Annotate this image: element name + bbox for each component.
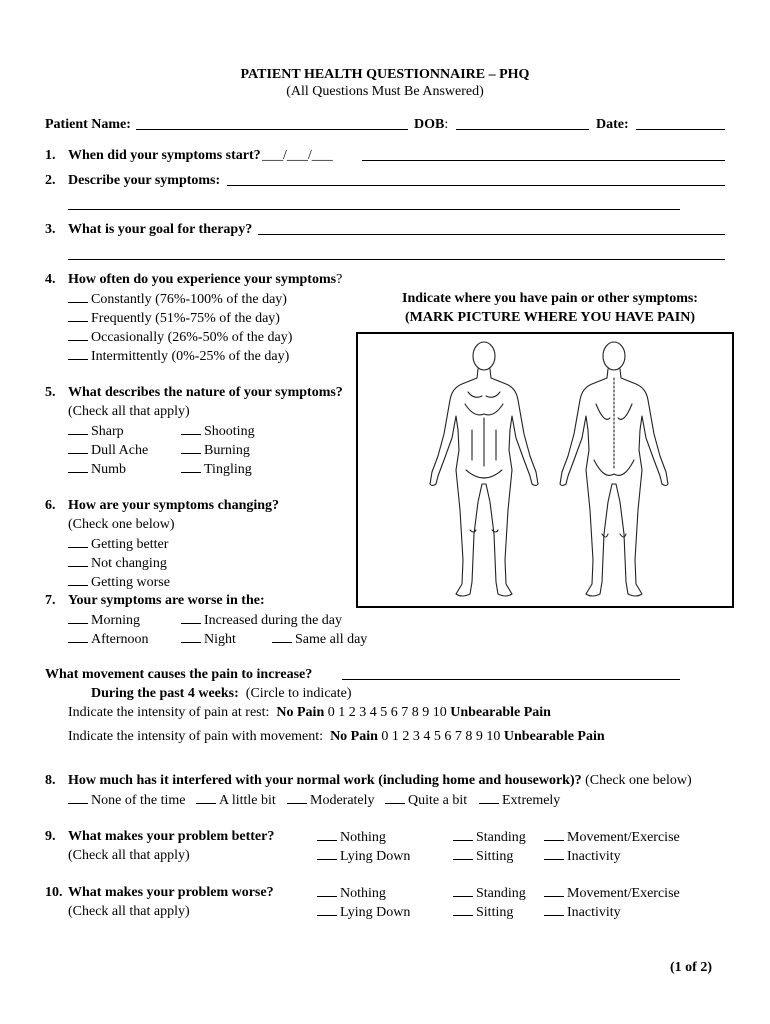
movement-question: What movement causes the pain to increase? — [45, 667, 313, 682]
q5-option-label: Burning — [204, 443, 250, 458]
checkbox-blank[interactable] — [68, 791, 88, 804]
q7-option-increased-during-day[interactable] — [181, 611, 342, 629]
dob-field[interactable] — [456, 129, 589, 130]
q5-number: 5. — [45, 385, 56, 400]
q8-option-label: A little bit — [219, 793, 276, 808]
q9-option-label: Inactivity — [567, 849, 621, 864]
q9-text: What makes your problem better? — [68, 829, 275, 844]
page-number: (1 of 2) — [670, 960, 712, 975]
q1-answer-line[interactable] — [362, 160, 725, 161]
q6-option-label: Getting better — [91, 537, 169, 552]
body-outline-graphic[interactable] — [358, 334, 732, 606]
q8-option-little-bit[interactable] — [196, 791, 276, 809]
q10-option-inactivity[interactable] — [544, 903, 621, 921]
q5-option-sharp[interactable] — [68, 422, 124, 440]
q10-option-sitting[interactable] — [453, 903, 513, 921]
q7-option-afternoon[interactable] — [68, 630, 149, 648]
q3-answer-line-2[interactable] — [68, 259, 725, 260]
checkbox-blank[interactable] — [453, 884, 473, 897]
q5-text: What describes the nature of your symptoms? — [68, 385, 343, 400]
q5-option-label: Numb — [91, 462, 126, 477]
checkbox-blank[interactable] — [181, 460, 201, 473]
q4-option-intermittently[interactable] — [68, 347, 289, 365]
q9-option-inactivity[interactable] — [544, 847, 621, 865]
q10-option-lying-down[interactable] — [317, 903, 410, 921]
movement-answer-line[interactable] — [342, 679, 680, 680]
q5-option-tingling[interactable] — [181, 460, 252, 478]
checkbox-blank[interactable] — [181, 630, 201, 643]
checkbox-blank[interactable] — [68, 611, 88, 624]
pain-scale-rest[interactable]: 0 1 2 3 4 5 6 7 8 9 10 — [327, 705, 447, 720]
checkbox-blank[interactable] — [479, 791, 499, 804]
q7-option-label: Night — [204, 632, 236, 647]
checkbox-blank[interactable] — [385, 791, 405, 804]
q7-option-label: Increased during the day — [204, 613, 342, 628]
page-title: PATIENT HEALTH QUESTIONNAIRE – PHQ — [240, 67, 530, 82]
q3-answer-line-1[interactable] — [258, 234, 725, 235]
q5-option-burning[interactable] — [181, 441, 250, 459]
q7-option-label: Same all day — [295, 632, 368, 647]
q8-option-label: Moderately — [310, 793, 375, 808]
q7-option-label: Morning — [91, 613, 140, 628]
q9-option-standing[interactable] — [453, 828, 526, 846]
q4-option-constantly[interactable] — [68, 290, 287, 308]
q5-option-dull-ache[interactable] — [68, 441, 148, 459]
q7-text: Your symptoms are worse in the: — [68, 593, 265, 608]
checkbox-blank[interactable] — [317, 828, 337, 841]
q8-option-label: None of the time — [91, 793, 186, 808]
checkbox-blank[interactable] — [544, 903, 564, 916]
body-diagram[interactable] — [356, 332, 734, 608]
q6-option-not-changing[interactable] — [68, 554, 167, 572]
checkbox-blank[interactable] — [453, 847, 473, 860]
q2-number: 2. — [45, 173, 56, 188]
q9-option-label: Lying Down — [340, 849, 411, 864]
checkbox-blank[interactable] — [317, 903, 337, 916]
q10-option-label: Sitting — [476, 905, 514, 920]
q4-option-label: Occasionally (26%-50% of the day) — [91, 330, 293, 345]
q4-option-label: Constantly (76%-100% of the day) — [91, 292, 287, 307]
date-label: Date: — [596, 117, 629, 132]
checkbox-blank[interactable] — [317, 847, 337, 860]
q7-option-morning[interactable] — [68, 611, 140, 629]
circle-instruction: (Circle to indicate) — [245, 686, 352, 701]
q4-option-frequently[interactable] — [68, 309, 280, 327]
checkbox-blank[interactable] — [68, 630, 88, 643]
q2-answer-line-2[interactable] — [68, 209, 680, 210]
q1-number: 1. — [45, 148, 56, 163]
q8-option-extremely[interactable] — [479, 791, 560, 809]
q4-number: 4. — [45, 272, 56, 287]
dob-label-text: DOB — [414, 117, 445, 132]
q8-question — [68, 772, 692, 789]
checkbox-blank[interactable] — [196, 791, 216, 804]
q5-option-label: Sharp — [91, 424, 124, 439]
checkbox-blank[interactable] — [287, 791, 307, 804]
checkbox-blank[interactable] — [68, 460, 88, 473]
dob-colon: : — [444, 117, 449, 132]
pain-map-instruction: Indicate where you have pain or other symptoms: — [402, 291, 698, 306]
pain-scale-movement[interactable]: 0 1 2 3 4 5 6 7 8 9 10 — [381, 729, 501, 744]
checkbox-blank[interactable] — [181, 422, 201, 435]
q4-option-occasionally[interactable] — [68, 328, 292, 346]
q5-hint: (Check all that apply) — [68, 404, 190, 419]
dob-label — [414, 116, 448, 133]
pain-at-rest-row — [68, 704, 551, 721]
checkbox-blank[interactable] — [453, 903, 473, 916]
checkbox-blank[interactable] — [181, 441, 201, 454]
q8-option-label: Extremely — [502, 793, 561, 808]
q1-date-blank[interactable]: ___/___/___ — [262, 148, 333, 163]
q6-text: How are your symptoms changing? — [68, 498, 280, 513]
no-pain-label: No Pain — [330, 729, 378, 744]
q5-option-numb[interactable] — [68, 460, 126, 478]
q3-number: 3. — [45, 222, 56, 237]
q4-qmark: ? — [336, 272, 343, 287]
q8-option-quite-a-bit[interactable] — [385, 791, 467, 809]
q4-question — [68, 271, 342, 288]
q5-option-shooting[interactable] — [181, 422, 255, 440]
checkbox-blank[interactable] — [272, 630, 292, 643]
q9-option-lying-down[interactable] — [317, 847, 410, 865]
q5-option-label: Dull Ache — [91, 443, 149, 458]
q8-option-moderately[interactable] — [287, 791, 375, 809]
q2-text: Describe your symptoms: — [68, 173, 221, 188]
checkbox-blank[interactable] — [68, 290, 88, 303]
q1-text: When did your symptoms start? — [68, 148, 261, 163]
q9-option-label: Standing — [476, 830, 526, 845]
q5-option-label: Shooting — [204, 424, 255, 439]
q9-hint: (Check all that apply) — [68, 848, 190, 863]
checkbox-blank[interactable] — [68, 573, 88, 586]
checkbox-blank[interactable] — [68, 328, 88, 341]
past-weeks-label: During the past 4 weeks: — [91, 686, 239, 701]
q8-option-none[interactable] — [68, 791, 185, 809]
q2-answer-line-1[interactable] — [227, 185, 725, 186]
q7-option-label: Afternoon — [91, 632, 149, 647]
q6-hint: (Check one below) — [68, 517, 175, 532]
checkbox-blank[interactable] — [68, 535, 88, 548]
q5-option-label: Tingling — [204, 462, 252, 477]
pain-map-instruction-caps: (MARK PICTURE WHERE YOU HAVE PAIN) — [405, 310, 695, 325]
checkbox-blank[interactable] — [68, 422, 88, 435]
q10-option-movement-exercise[interactable] — [544, 884, 680, 902]
checkbox-blank[interactable] — [68, 554, 88, 567]
checkbox-blank[interactable] — [317, 884, 337, 897]
q7-number: 7. — [45, 593, 56, 608]
q10-option-label: Nothing — [340, 886, 386, 901]
q9-number: 9. — [45, 829, 56, 844]
q9-option-label: Nothing — [340, 830, 386, 845]
q6-number: 6. — [45, 498, 56, 513]
q4-text: How often do you experience your symptoms — [68, 272, 337, 287]
patient-name-label: Patient Name: — [45, 117, 131, 132]
q9-option-label: Movement/Exercise — [567, 830, 680, 845]
q10-option-label: Inactivity — [567, 905, 621, 920]
q8-option-label: Quite a bit — [408, 793, 468, 808]
q8-hint: (Check one below) — [585, 773, 692, 788]
q10-option-label: Lying Down — [340, 905, 411, 920]
q4-option-label: Intermittently (0%-25% of the day) — [91, 349, 290, 364]
q9-option-nothing[interactable] — [317, 828, 386, 846]
q7-option-same-all-day[interactable] — [272, 630, 367, 648]
q10-number: 10. — [45, 885, 63, 900]
past-weeks-line — [91, 685, 352, 702]
q6-option-getting-worse[interactable] — [68, 573, 170, 591]
back-body-figure — [560, 342, 668, 596]
q8-number: 8. — [45, 773, 56, 788]
checkbox-blank[interactable] — [68, 441, 88, 454]
unbearable-pain-label: Unbearable Pain — [503, 729, 605, 744]
q10-text: What makes your problem worse? — [68, 885, 274, 900]
q3-text: What is your goal for therapy? — [68, 222, 253, 237]
q6-option-label: Not changing — [91, 556, 167, 571]
page-subtitle: (All Questions Must Be Answered) — [286, 84, 484, 99]
date-field[interactable] — [636, 129, 725, 130]
q6-option-getting-better[interactable] — [68, 535, 168, 553]
q9-option-label: Sitting — [476, 849, 514, 864]
q6-option-label: Getting worse — [91, 575, 170, 590]
q4-option-label: Frequently (51%-75% of the day) — [91, 311, 280, 326]
q9-option-movement-exercise[interactable] — [544, 828, 680, 846]
patient-name-field[interactable] — [136, 129, 408, 130]
checkbox-blank[interactable] — [544, 884, 564, 897]
checkbox-blank[interactable] — [544, 828, 564, 841]
unbearable-pain-label: Unbearable Pain — [450, 705, 551, 720]
checkbox-blank[interactable] — [68, 347, 88, 360]
pain-with-movement-row — [68, 728, 605, 745]
q10-hint: (Check all that apply) — [68, 904, 190, 919]
checkbox-blank[interactable] — [544, 847, 564, 860]
q7-option-night[interactable] — [181, 630, 236, 648]
q10-option-label: Standing — [476, 886, 526, 901]
q10-option-label: Movement/Exercise — [567, 886, 680, 901]
checkbox-blank[interactable] — [453, 828, 473, 841]
checkbox-blank[interactable] — [68, 309, 88, 322]
q8-text: How much has it interfered with your normal work (including home and housework)? — [68, 773, 582, 788]
pain-with-movement-label: Indicate the intensity of pain with movement: — [68, 729, 324, 744]
pain-at-rest-label: Indicate the intensity of pain at rest: — [68, 705, 270, 720]
q9-option-sitting[interactable] — [453, 847, 513, 865]
q10-option-nothing[interactable] — [317, 884, 386, 902]
q10-option-standing[interactable] — [453, 884, 526, 902]
checkbox-blank[interactable] — [181, 611, 201, 624]
front-body-figure — [430, 342, 538, 596]
no-pain-label: No Pain — [276, 705, 325, 720]
